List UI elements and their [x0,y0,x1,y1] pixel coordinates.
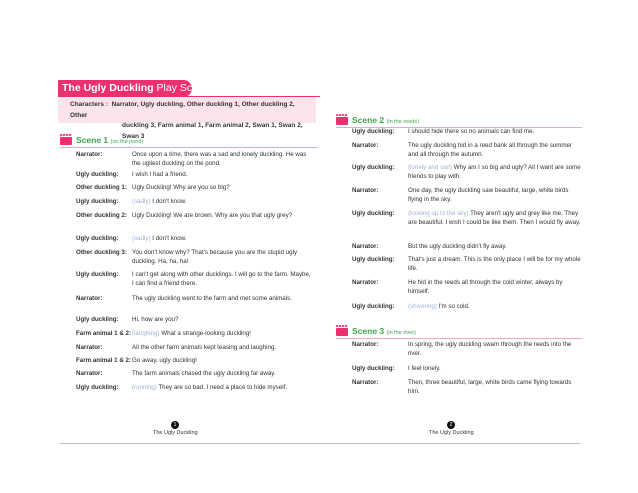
line-text: Hi, how are you? [132,316,179,323]
play-title: The Ugly Duckling Play Script [58,80,192,97]
speaker-name: Narrator: [76,370,103,377]
dialogue-text [132,370,312,379]
dialogue-text [132,151,312,169]
speaker-name: Narrator: [76,151,103,158]
dialogue-text [132,295,312,304]
line-text: I wish I had a friend. [132,171,188,178]
dialogue-text [132,198,312,207]
characters-line2: duckling 3, Farm animal 1, Farm animal 2, Swan 1, Swan 2, Swan 3 [122,122,303,140]
line-text: I don't know. [150,235,187,242]
line-text: I'm so cold. [436,303,470,310]
speaker-name: Other duckling 3: [76,249,127,256]
line-text: Ugly Duckling! We are brown. Why are you that ugly grey? [132,212,293,219]
line-text: I should hide there so no animals can find me. [408,128,535,135]
stage-direction: (looking up to the sky) [408,210,469,217]
dialogue-text [132,184,312,193]
speaker-name: Farm animal 1 & 2: [76,357,132,364]
dialogue-text [408,256,584,274]
stage-direction: (lonely and sad) [408,164,453,171]
characters-line1: Narrator, Ugly duckling, Other duckling 1, Other duckling 2, Other [70,101,295,119]
line-text: Go away, ugly duckling! [132,357,197,364]
page-number-left: 1 [171,421,179,429]
line-text: Ugly Duckling! Why are you so big? [132,184,230,191]
line-text: The ugly duckling went to the farm and met some animals. [132,295,292,302]
line-text: What a strange-looking duckling! [159,330,252,337]
speaker-name: Narrator: [352,279,379,286]
dialogue-text [408,164,584,182]
line-text: They aren't ugly and grey like me. They are beautiful. I wish I could be like them. Then I would fly away. [408,210,581,226]
speaker-name: Narrator: [352,379,379,386]
speaker-name: Ugly duckling: [352,210,395,217]
dialogue-text [408,365,584,374]
line-text: I feel lonely. [408,365,441,372]
dialogue-text [408,128,584,137]
speaker-name: Other duckling 2: [76,212,127,219]
line-text: That's just a dream. This is the only place I will be for my whole life. [408,256,581,272]
speaker-name: Other duckling 1: [76,184,127,191]
dialogue-text [132,249,312,267]
line-text: They are so bad. I need a place to hide myself. [156,384,288,391]
dialogue-text [408,210,584,228]
speaker-name: Ugly duckling: [352,164,395,171]
dialogue-text [132,316,312,325]
dialogue-text [408,243,584,252]
footer-title-right: The Ugly Duckling [429,430,474,436]
scene-2-heading: Scene 2 (in the reeds) [352,115,419,125]
clapperboard-icon [336,328,348,336]
dialogue-text [408,303,584,312]
page-number-right: 2 [447,421,455,429]
dialogue-text [132,235,312,244]
speaker-name: Narrator: [352,243,379,250]
line-text: Why am I so big and ugly? All I want are some friends to play with. [408,164,581,180]
clapperboard-icon [60,137,72,145]
line-text: I don't know. [150,198,187,205]
line-text: Once upon a time, there was a sad and lonely duckling. He was the ugliest duckling on the pond. [132,151,307,167]
line-text: In spring, the ugly duckling swam through the reeds into the river. [408,341,572,357]
speaker-name: Ugly duckling: [76,271,119,278]
speaker-name: Ugly duckling: [352,303,395,310]
characters-box: Characters : Narrator, Ugly duckling, Other duckling 1, Other duckling 2, Other duckling 3, Farm animal 1, Farm animal 2, Swan 1, Swan 2, Swan 3 [58,97,316,123]
line-text: All the other farm animals kept teasing and laughing. [132,344,277,351]
line-text: I can't get along with other ducklings. I will go to the farm. Maybe, I can find a friend there. [132,271,311,287]
stage-direction: (sadly) [132,198,151,205]
speaker-name: Ugly duckling: [352,256,395,263]
dialogue-text [132,330,312,339]
dialogue-text [408,279,584,297]
dialogue-text [132,212,312,221]
line-text: He hid in the reeds all through the cold winter, always by himself. [408,279,563,295]
line-text: The farm animals chased the ugly duckling far away. [132,370,276,377]
speaker-name: Narrator: [352,187,379,194]
speaker-name: Ugly duckling: [352,128,395,135]
bottom-divider [60,443,580,444]
speaker-name: Ugly duckling: [352,365,395,372]
dialogue-text [408,187,584,205]
speaker-name: Ugly duckling: [76,198,119,205]
dialogue-text [132,357,312,366]
speaker-name: Narrator: [352,341,379,348]
scene-3-heading: Scene 3 (in the river) [352,326,416,336]
stage-direction: (running) [132,384,157,391]
line-text: Then, three beautiful, large, white birds came flying towards him. [408,379,572,395]
line-text: The ugly duckling hid in a reed bank all through the summer and all through the autumn. [408,142,573,158]
speaker-name: Farm animal 1 & 2: [76,330,132,337]
stage-direction: (shivering) [408,303,437,310]
dialogue-text [408,341,584,359]
speaker-name: Ugly duckling: [76,171,119,178]
stage-direction: (laughing) [132,330,160,337]
dialogue-text [408,142,584,160]
line-text: But the ugly duckling didn't fly away. [408,243,507,250]
scene-1-underline [60,147,318,148]
characters-label: Characters [70,101,104,108]
scene-3-underline [336,338,582,339]
dialogue-text [408,379,584,397]
speaker-name: Ugly duckling: [76,235,119,242]
stage-direction: (sadly) [132,235,151,242]
footer-title-left: The Ugly Duckling [153,430,198,436]
line-text: You don't know why? That's because you are the stupid ugly duckling. Ha, ha, ha! [132,249,298,265]
speaker-name: Ugly duckling: [76,316,119,323]
speaker-name: Ugly duckling: [76,384,119,391]
line-text: One day, the ugly duckling saw beautiful, large, white birds flying in the sky. [408,187,569,203]
dialogue-text [132,344,312,353]
speaker-name: Narrator: [76,295,103,302]
speaker-name: Narrator: [352,142,379,149]
scene-1-heading: Scene 1 (on the pond) [76,135,144,145]
dialogue-text [132,384,312,393]
speaker-name: Narrator: [76,344,103,351]
clapperboard-icon [336,117,348,125]
dialogue-text [132,171,312,180]
dialogue-text [132,271,312,289]
